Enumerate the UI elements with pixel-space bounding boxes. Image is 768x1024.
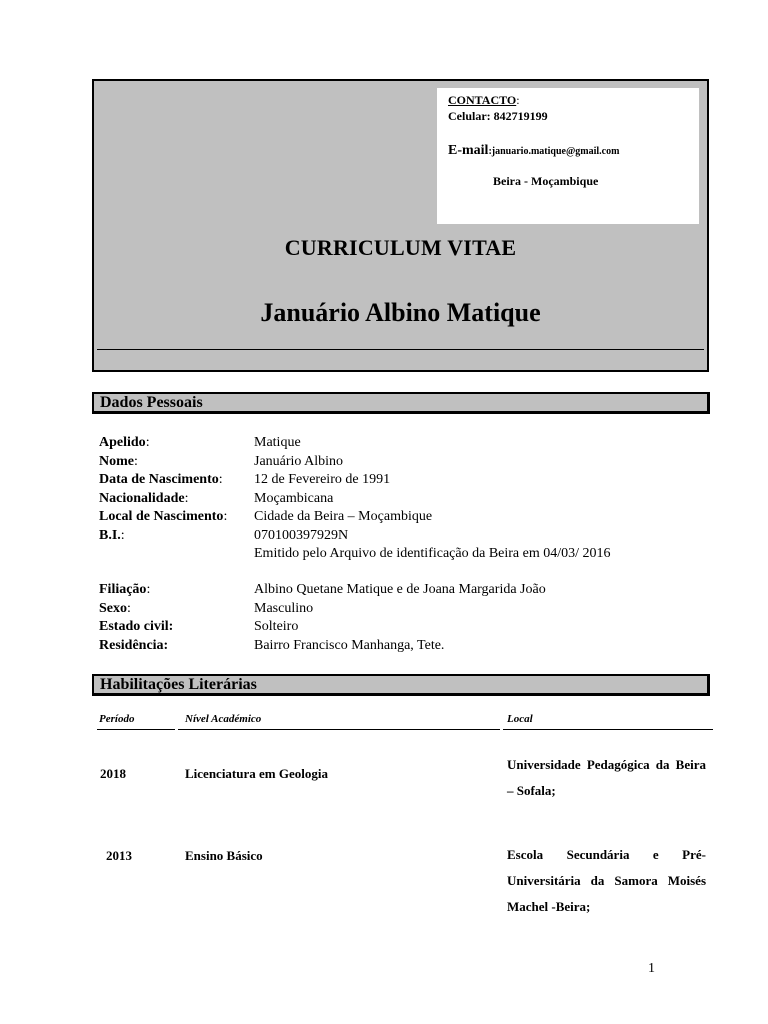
row-label: Estado civil: bbox=[99, 619, 174, 634]
row-value: 070100397929N bbox=[254, 527, 349, 543]
contact-location: Beira - Moçambique bbox=[493, 174, 599, 188]
section-personal bbox=[92, 392, 710, 414]
row-label: Residência: bbox=[99, 637, 169, 653]
email-label: E-mail bbox=[448, 143, 489, 158]
row-value: 12 de Fevereiro de 1991 bbox=[254, 472, 391, 487]
header-divider bbox=[97, 349, 704, 350]
cv-title: CURRICULUM VITAE bbox=[284, 235, 517, 260]
contact-phone: Celular: 842719199 bbox=[448, 109, 548, 123]
table-row-level: Licenciatura em Geologia bbox=[185, 766, 328, 781]
row-value: Matique bbox=[254, 435, 301, 450]
column-underline bbox=[97, 729, 175, 730]
cv-name: Januário Albino Matique bbox=[260, 298, 541, 327]
row-value: Moçambicana bbox=[254, 490, 334, 506]
row-value: Bairro Francisco Manhanga, Tete. bbox=[254, 637, 445, 653]
page-number: 1 bbox=[648, 961, 655, 976]
column-header-level: Nível Académico bbox=[185, 713, 262, 725]
row-label-suffix: : bbox=[120, 527, 125, 543]
column-underline bbox=[503, 729, 713, 730]
row-label-suffix: : bbox=[218, 472, 223, 487]
column-header-period: Período bbox=[99, 713, 135, 725]
contact-heading bbox=[448, 93, 520, 108]
table-row-level: Ensino Básico bbox=[185, 848, 263, 863]
row-label: Data de Nascimento bbox=[99, 472, 219, 487]
row-label-suffix: : bbox=[223, 509, 228, 524]
table-row-period: 2018 bbox=[100, 766, 126, 781]
contact-email bbox=[448, 143, 619, 159]
row-label: Local de Nascimento bbox=[99, 509, 224, 524]
table-row-period: 2013 bbox=[106, 848, 132, 863]
email-value[interactable]: :januario.matique@gmail.com bbox=[488, 146, 620, 157]
row-value: Cidade da Beira – Moçambique bbox=[254, 509, 433, 524]
row-value: Emitido pelo Arquivo de identificação da Beira em 04/03/ 2016 bbox=[254, 546, 611, 561]
section-title-education: Habilitações Literárias bbox=[100, 676, 257, 693]
table-row-local: Escola Secundária e Pré-Universitária da Samora Moisés Machel -Beira; bbox=[507, 847, 706, 914]
section-title-personal: Dados Pessoais bbox=[100, 394, 203, 411]
row-label: Nacionalidade bbox=[99, 490, 185, 506]
row-value: Solteiro bbox=[254, 619, 299, 634]
row-value: Albino Quetane Matique e de Joana Margarida João bbox=[254, 582, 546, 597]
column-header-local: Local bbox=[507, 713, 533, 725]
row-label: Nome bbox=[99, 453, 134, 469]
row-label: B.I. bbox=[99, 527, 121, 543]
row-label-suffix: : bbox=[184, 490, 189, 506]
row-label-suffix: : bbox=[145, 435, 150, 450]
contact-label: CONTACTO bbox=[448, 93, 517, 107]
section-education bbox=[92, 674, 710, 696]
row-label: Apelido bbox=[99, 435, 146, 450]
row-label-suffix: : bbox=[127, 600, 131, 616]
row-value: Masculino bbox=[254, 600, 314, 616]
row-value: Januário Albino bbox=[254, 453, 344, 469]
column-underline bbox=[178, 729, 500, 730]
row-label-suffix: : bbox=[134, 453, 138, 469]
row-label-suffix: : bbox=[146, 582, 151, 597]
row-label: Sexo bbox=[99, 600, 127, 616]
row-label: Filiação bbox=[99, 582, 147, 597]
contact-label-colon: : bbox=[516, 93, 520, 107]
table-row-local: Universidade Pedagógica da Beira – Sofala; bbox=[507, 757, 706, 798]
